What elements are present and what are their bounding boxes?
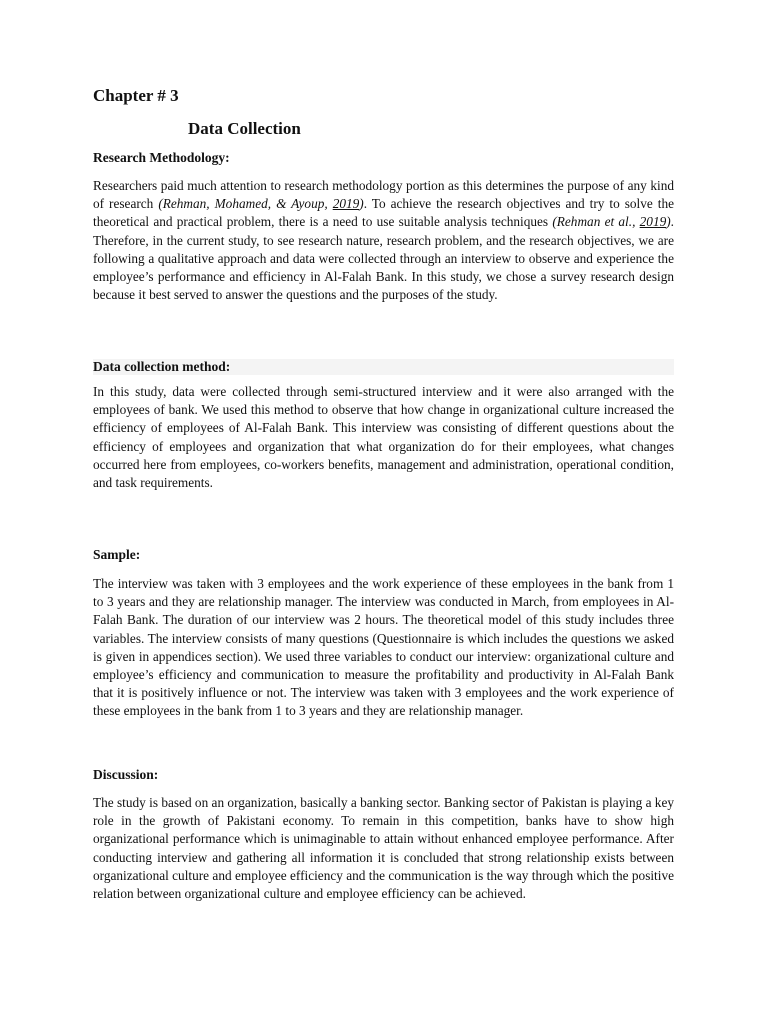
paragraph-discussion: The study is based on an organization, basically a banking sector. Banking sector of Pakistan is playing a key role in the growth of Pakistani economy. To remain in this competition, banks have to show high organizational performance which is unimaginable to attain without enhanced employee performance. After conducting interview and gathering all information it is concluded that strong relationship exists between organizational culture and employee efficiency and the communication is the way through which the positive relation between organizational culture and employee efficiency can be achieved. [93,795,674,902]
citation-1-close: ) [359,196,364,212]
citation-2-authors: (Rehman et al., [552,214,640,230]
section-heading-data-collection-method: Data collection method: [93,359,674,375]
section-heading-discussion: Discussion: [93,767,159,782]
chapter-heading: Chapter # 3 [93,86,179,105]
citation-1-authors: (Rehman, Mohamed, & Ayoup, [158,196,333,212]
paragraph-sample: The interview was taken with 3 employees and the work experience of these employees in the bank from 1 to 3 years and they are relationship manager. The interview was conducted in March, from employees in Al-Falah Bank. The duration of our interview was 2 hours. The theoretical model of this study includes three variables. The interview consists of many questions (Questionnaire is which includes the questions we asked is given in appendices section). We used three variables to conduct our interview: organizational culture and employee’s efficiency and communication to measure the profitability and productivity in Al-Falah Bank that it is positively influence or not. The interview was taken with 3 employees and the work experience of these employees in the bank from 1 to 3 years and they are relationship manager. [93,576,674,719]
citation-2-year-link[interactable]: 2019 [639,214,667,230]
methodology-text-2: . To achieve the research objectives and try to solve the theoretical and practical problem, there is a need to use suitable analysis techniques [93,196,674,230]
citation-2-close: ) [666,214,671,230]
section-heading-research-methodology: Research Methodology: [93,150,230,165]
methodology-text-1: Researchers paid much attention to research methodology portion as this determines the purpose of any kind of research [93,178,674,212]
paragraph-data-collection-method: In this study, data were collected through semi-structured interview and it were also arranged with the employees of bank. We used this method to observe that how change in organizational culture increased the efficiency of employees of Al-Falah Bank. This interview was consisting of different questions about the efficiency of employees and organization that what organization do for their employees, what changes occurred here from employees, co-workers benefits, management and administration, operational condition, and task requirements. [93,384,674,491]
citation-1-year-link[interactable]: 2019 [332,196,360,212]
methodology-text-3: . Therefore, in the current study, to see research nature, research problem, and the research objectives, we are following a qualitative approach and data were collected through an interview to observe and experience the employee’s performance and efficiency in Al-Falah Bank. In this study, we chose a survey research design because it best served to answer the questions and the purposes of the study. [93,214,674,303]
chapter-title: Data Collection [188,119,301,138]
citation-2 [552,214,670,229]
section-heading-sample: Sample: [93,547,141,562]
paragraph-research-methodology [93,177,674,304]
citation-1 [158,196,363,211]
